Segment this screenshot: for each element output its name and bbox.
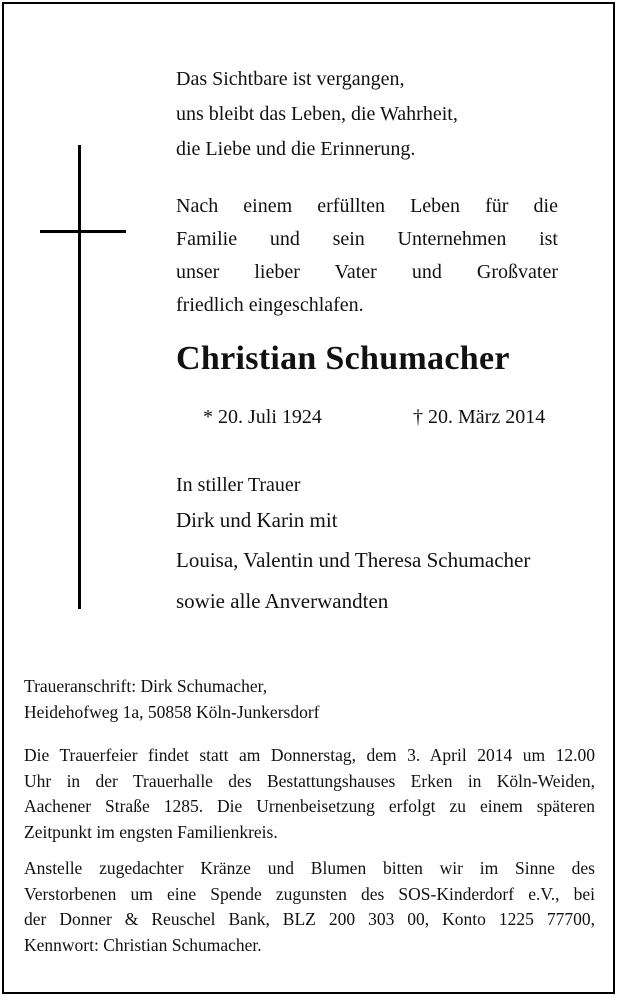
quote-line: uns bleibt das Leben, die Wahrheit,: [176, 103, 458, 125]
mourners-line: sowie alle Anverwandten: [176, 589, 389, 613]
ceremony-line: Uhr in der Trauerhalle des Bestattungshauses Erken in Köln-Weiden,: [24, 770, 595, 791]
announcement-line: unser lieber Vater und Großvater: [176, 261, 558, 283]
quote-line: Das Sichtbare ist vergangen,: [176, 68, 405, 90]
address-line: Traueranschrift: Dirk Schumacher,: [24, 676, 268, 696]
mourners-line: Louisa, Valentin und Theresa Schumacher: [176, 548, 531, 572]
donation-line: Verstorbenen um eine Spende zugunsten des SOS-Kinderdorf e.V., bei: [24, 883, 595, 904]
ceremony-line: Zeitpunkt im engsten Familienkreis.: [24, 821, 278, 842]
announcement-line: friedlich eingeschlafen.: [176, 294, 364, 316]
ceremony-line: Die Trauerfeier findet statt am Donnerstag, dem 3. April 2014 um 12.00: [24, 745, 595, 765]
cross-icon: [78, 145, 81, 609]
donation-line: der Donner & Reuschel Bank, BLZ 200 303 00, Konto 1225 77700,: [24, 909, 595, 929]
ceremony-line: Aachener Straße 1285. Die Urnenbeisetzung erfolgt zu einem späteren: [24, 796, 595, 816]
death-date: † 20. März 2014: [413, 406, 546, 428]
ceremony-info: [24, 743, 595, 845]
donation-line: Kennwort: Christian Schumacher.: [24, 934, 262, 955]
mourning-address: [24, 674, 595, 725]
announcement-line: Nach einem erfüllten Leben für die: [176, 195, 558, 217]
donation-line: Anstelle zugedachter Kränze und Blumen bitten wir im Sinne des: [24, 858, 595, 878]
cross-bar: [40, 230, 126, 233]
announcement-line: Familie und sein Unternehmen ist: [176, 228, 558, 250]
address-line: Heidehofweg 1a, 50858 Köln-Junkersdorf: [24, 701, 320, 722]
donation-info: [24, 856, 595, 958]
deceased-name: Christian Schumacher: [176, 340, 510, 377]
mourners-line: Dirk und Karin mit: [176, 508, 338, 532]
mourners-line: In stiller Trauer: [176, 474, 301, 496]
quote-line: die Liebe und die Erinnerung.: [176, 138, 416, 160]
birth-date: * 20. Juli 1924: [203, 406, 322, 428]
